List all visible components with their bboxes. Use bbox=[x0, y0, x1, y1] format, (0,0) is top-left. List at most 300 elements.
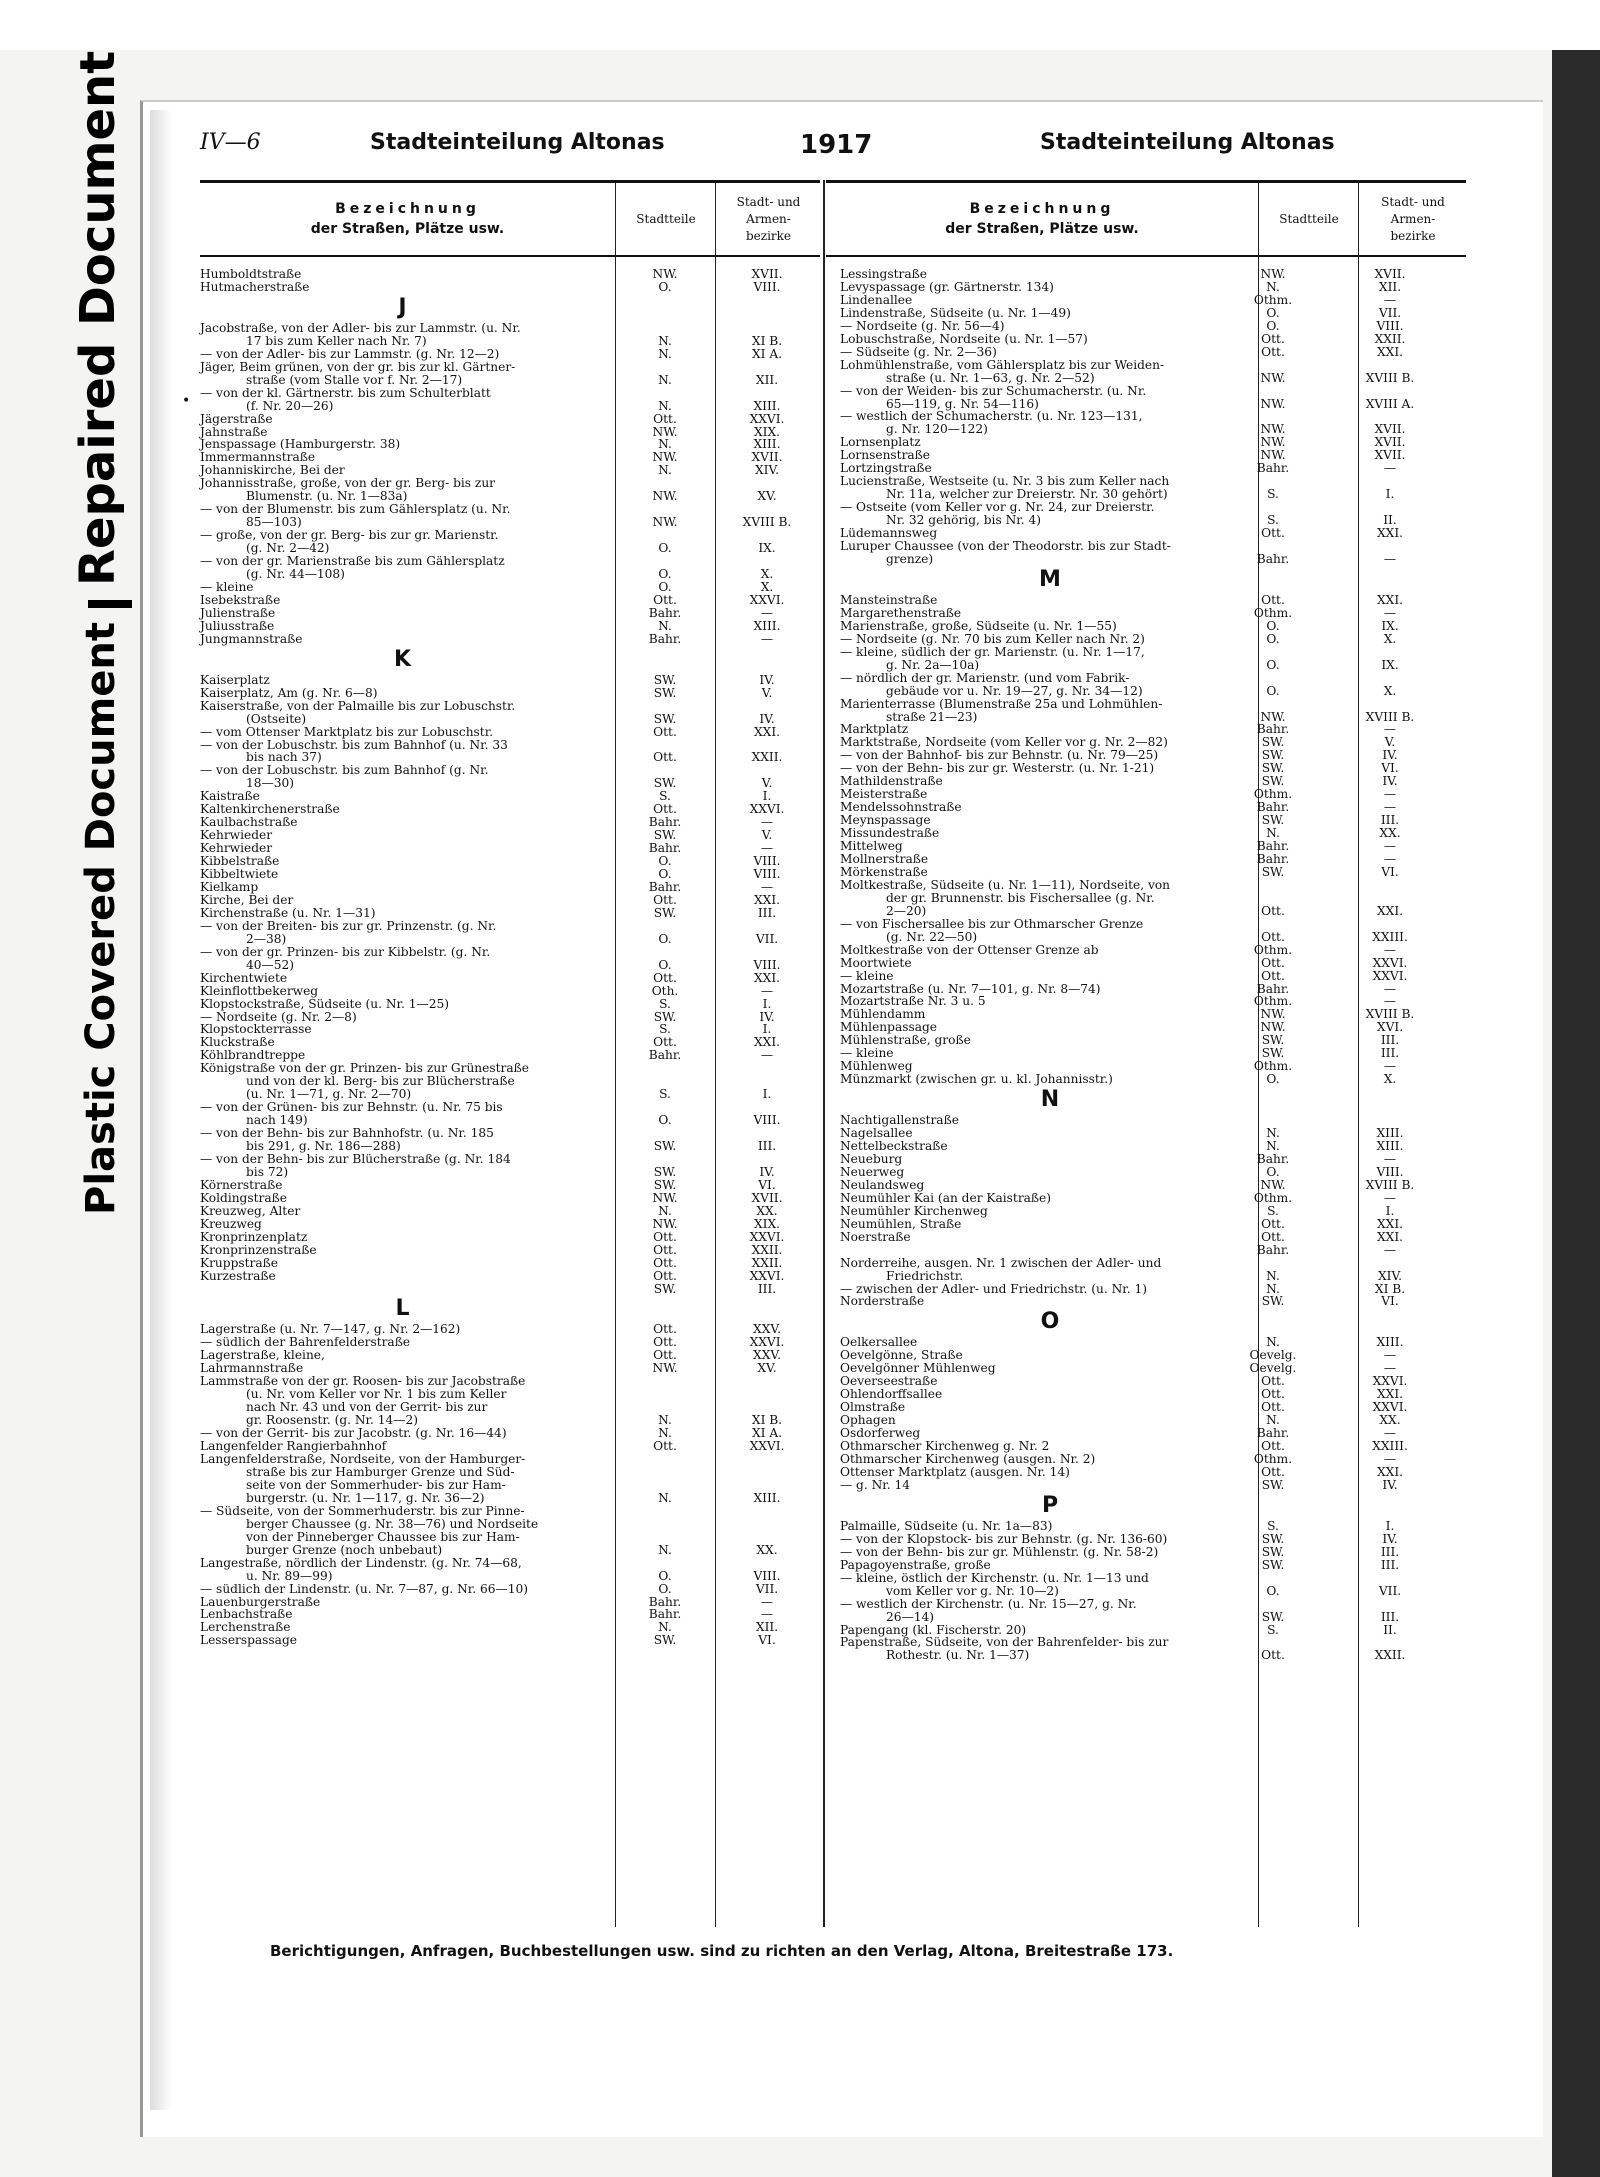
street-name: Jacobstraße, von der Adler- bis zur Lammstr. (u. Nr. bbox=[200, 320, 521, 335]
stadtteil-value: Ott. bbox=[653, 750, 677, 765]
street-name: — von der Lobuschstr. bis zum Bahnhof (g. Nr. bbox=[200, 763, 489, 778]
street-name-continued: 65—119, g. Nr. 54—116) bbox=[886, 396, 1039, 411]
armenbezirk-value: X. bbox=[1383, 1072, 1397, 1087]
street-name: Nagelsallee bbox=[840, 1126, 913, 1141]
street-name: — von Fischersallee bis zur Othmarscher Grenze bbox=[840, 916, 1144, 931]
stadtteil-value: O. bbox=[1266, 631, 1280, 646]
street-name: Oelkersallee bbox=[840, 1335, 918, 1350]
street-name: Marktstraße, Nordseite (vom Keller vor g. Nr. 2—82) bbox=[840, 735, 1168, 750]
stadtteil-value: N. bbox=[658, 463, 672, 478]
street-name-continued: 17 bis zum Keller nach Nr. 7) bbox=[246, 333, 427, 348]
armenbezirk-value: III. bbox=[1380, 1544, 1400, 1559]
armenbezirk-value: — bbox=[1383, 461, 1397, 476]
street-entry bbox=[840, 1636, 1460, 1662]
street-entry bbox=[840, 501, 1460, 527]
street-entry bbox=[200, 687, 818, 700]
stadtteil-value: NW. bbox=[652, 1190, 678, 1205]
street-name: Marktplatz bbox=[840, 722, 909, 737]
street-name: — von der Gerrit- bis zur Jacobstr. (g. Nr. 16—44) bbox=[200, 1426, 507, 1441]
street-name: Norderstraße bbox=[840, 1294, 925, 1309]
stadtteil-value: SW. bbox=[653, 828, 677, 843]
street-name: — von der Behn- bis zur Bahnhofstr. (u. Nr. 185 bbox=[200, 1126, 494, 1141]
armenbezirk-value: — bbox=[1383, 1059, 1397, 1074]
street-name: Lammstraße von der gr. Roosen- bis zur Jacobstraße bbox=[200, 1374, 526, 1389]
street-entry bbox=[200, 1205, 818, 1218]
street-entry bbox=[840, 1114, 1460, 1127]
street-name: — kleine, südlich der gr. Marienstr. (u. Nr. 1—17, bbox=[840, 644, 1145, 659]
column-header-name: Bezeichnung der Straßen, Plätze usw. bbox=[945, 201, 1139, 237]
street-name: Jägerstraße bbox=[200, 411, 273, 426]
stadtteil-value: O. bbox=[1266, 657, 1280, 672]
street-entry bbox=[200, 322, 818, 348]
street-name: Neuerweg bbox=[840, 1164, 905, 1179]
street-entry bbox=[200, 268, 818, 281]
street-name-continued: bis 72) bbox=[246, 1164, 289, 1179]
stadtteil-value: S. bbox=[1267, 1622, 1279, 1637]
armenbezirk-value: VI. bbox=[1381, 1294, 1399, 1309]
street-entry bbox=[840, 1546, 1460, 1559]
street-entry bbox=[200, 907, 818, 920]
armenbezirk-value: X. bbox=[1383, 631, 1397, 646]
street-name-continued: (g. Nr. 2—42) bbox=[246, 541, 330, 556]
street-entry bbox=[840, 346, 1460, 359]
street-name: Mühlenweg bbox=[840, 1059, 913, 1074]
street-entry bbox=[840, 307, 1460, 320]
stadtteil-value: Ott. bbox=[1261, 1648, 1285, 1663]
armenbezirk-value: — bbox=[1383, 292, 1397, 307]
armenbezirk-value: VIII. bbox=[753, 854, 781, 869]
stadtteil-value: SW. bbox=[653, 905, 677, 920]
armenbezirk-value: — bbox=[1383, 981, 1397, 996]
stadtteil-value: NW. bbox=[652, 489, 678, 504]
armenbezirk-value: XIII. bbox=[753, 618, 781, 633]
section-letter: P bbox=[1041, 1492, 1059, 1518]
street-name: Langenfelder Rangierbahnhof bbox=[200, 1439, 387, 1454]
armenbezirk-value: XII. bbox=[755, 372, 779, 387]
street-name: Lobuschstraße, Nordseite (u. Nr. 1—57) bbox=[840, 331, 1088, 346]
street-name: — große, von der gr. Berg- bis zur gr. Marienstr. bbox=[200, 528, 499, 543]
street-entry bbox=[200, 620, 818, 633]
column-header-armen: Stadt- und Armen- bezirke bbox=[1358, 183, 1467, 255]
stadtteil-value: S. bbox=[1267, 487, 1279, 502]
stadtteil-value: SW. bbox=[653, 1177, 677, 1192]
street-name: — Südseite, von der Sommerhuderstr. bis zur Pinne- bbox=[200, 1503, 525, 1518]
street-name: Norderreihe, ausgen. Nr. 1 zwischen der Adler- und bbox=[840, 1255, 1162, 1270]
column-header-left bbox=[200, 180, 820, 257]
armenbezirk-value: XXII. bbox=[1374, 1648, 1406, 1663]
street-entry bbox=[840, 1205, 1460, 1218]
street-entry bbox=[200, 477, 818, 503]
stadtteil-value: NW. bbox=[1260, 709, 1286, 724]
street-name: Isebekstraße bbox=[200, 592, 281, 607]
street-entry bbox=[200, 594, 818, 607]
stadtteil-value: Othm. bbox=[1253, 1059, 1293, 1074]
armenbezirk-value: X. bbox=[760, 567, 774, 582]
stadtteil-value: S. bbox=[659, 1022, 671, 1037]
stadtteil-value: Othm. bbox=[1253, 1452, 1293, 1467]
armenbezirk-value: — bbox=[1383, 1426, 1397, 1441]
stadtteil-value: Ott. bbox=[653, 970, 677, 985]
armenbezirk-value: XXI. bbox=[1376, 344, 1404, 359]
armenbezirk-value: III. bbox=[1380, 1609, 1400, 1624]
armenbezirk-value: IV. bbox=[1382, 748, 1398, 763]
street-name: Neumühler Kai (an der Kaistraße) bbox=[840, 1190, 1052, 1205]
stadtteil-value: Ott. bbox=[653, 1439, 677, 1454]
street-entry bbox=[200, 868, 818, 881]
street-name-continued: Rothestr. (u. Nr. 1—37) bbox=[886, 1648, 1030, 1663]
street-name: Jäger, Beim grünen, von der gr. bis zur kl. Gärtner- bbox=[200, 359, 516, 374]
street-entry bbox=[840, 1244, 1460, 1257]
armenbezirk-value: XVIII A. bbox=[1365, 396, 1415, 411]
street-entry bbox=[200, 1557, 818, 1583]
armenbezirk-value: — bbox=[1383, 1152, 1397, 1166]
street-name: Kreuzweg, Alter bbox=[200, 1203, 301, 1218]
street-name: — von der Adler- bis zur Lammstr. (g. Nr. 12—2) bbox=[200, 346, 500, 361]
stadtteil-value: Bahr. bbox=[1256, 851, 1290, 866]
armenbezirk-value: I. bbox=[762, 1022, 772, 1037]
stadtteil-value: NW. bbox=[652, 267, 678, 281]
armenbezirk-value: — bbox=[1383, 605, 1397, 620]
armenbezirk-value: XIX. bbox=[753, 1216, 781, 1231]
street-entry bbox=[200, 1062, 818, 1101]
street-entry bbox=[200, 674, 818, 687]
armenbezirk-value: XIV. bbox=[1377, 1268, 1403, 1283]
stadtteil-value: Ott. bbox=[1261, 1400, 1285, 1415]
stadtteil-value: N. bbox=[658, 346, 672, 361]
street-name-continued: (f. Nr. 20—26) bbox=[246, 398, 334, 413]
street-name: Luruper Chaussee (von der Theodorstr. bis zur Stadt- bbox=[840, 539, 1171, 554]
street-name-continued: (u. Nr. 1—71, g. Nr. 2—70) bbox=[246, 1087, 412, 1102]
stadtteil-value: Ott. bbox=[1261, 526, 1285, 541]
page-header bbox=[200, 130, 1460, 170]
stadtteil-value: SW. bbox=[1261, 864, 1285, 879]
street-entry bbox=[840, 1598, 1460, 1624]
stadtteil-value: O. bbox=[1266, 305, 1280, 320]
armenbezirk-value: VIII. bbox=[753, 957, 781, 972]
street-entry bbox=[200, 1192, 818, 1205]
street-name: Körnerstraße bbox=[200, 1177, 283, 1192]
stadtteil-value: Bahr. bbox=[648, 1048, 682, 1063]
street-name: Lindenallee bbox=[840, 292, 913, 307]
armenbezirk-value: XX. bbox=[1379, 826, 1401, 841]
street-name: Kronprinzenplatz bbox=[200, 1229, 308, 1244]
armenbezirk-value: XXII. bbox=[1374, 331, 1406, 346]
street-name-continued: bis nach 37) bbox=[246, 750, 322, 765]
stadtteil-value: N. bbox=[658, 618, 672, 633]
street-entry bbox=[840, 1283, 1460, 1296]
armenbezirk-value: — bbox=[760, 1048, 774, 1063]
street-name-continued: Nr. 11a, welcher zur Dreierstr. Nr. 30 gehört) bbox=[886, 487, 1168, 502]
armenbezirk-value: — bbox=[760, 605, 774, 620]
armenbezirk-value: X. bbox=[760, 579, 774, 594]
street-entry bbox=[840, 1414, 1460, 1427]
stadtteil-value: Bahr. bbox=[1256, 981, 1290, 996]
street-name-continued: gr. Roosenstr. (g. Nr. 14—2) bbox=[246, 1413, 418, 1428]
street-name-continued: nach 149) bbox=[246, 1113, 308, 1128]
armenbezirk-value: — bbox=[1383, 1361, 1397, 1376]
stadtteil-value: O. bbox=[658, 279, 672, 294]
stadtteil-value: NW. bbox=[1260, 435, 1286, 450]
street-entry bbox=[200, 633, 818, 646]
street-name: Othmarscher Kirchenweg (ausgen. Nr. 2) bbox=[840, 1452, 1096, 1467]
street-entry bbox=[200, 1023, 818, 1036]
street-entry bbox=[200, 894, 818, 907]
armenbezirk-value: XVIII B. bbox=[1365, 1007, 1415, 1022]
armenbezirk-value: XVII. bbox=[751, 1190, 783, 1205]
street-name-continued: 85—103) bbox=[246, 515, 302, 530]
street-name: Mansteinstraße bbox=[840, 592, 938, 607]
armenbezirk-value: IV. bbox=[759, 1009, 775, 1024]
street-name: — kleine bbox=[840, 1046, 894, 1061]
armenbezirk-value: — bbox=[1383, 800, 1397, 815]
armenbezirk-value: XXI. bbox=[753, 970, 781, 985]
street-name: — westlich der Schumacherstr. (u. Nr. 123—131, bbox=[840, 409, 1143, 424]
street-name: Moltkestraße, Südseite (u. Nr. 1—11), Nordseite, von bbox=[840, 877, 1171, 892]
stadtteil-value: Othm. bbox=[1253, 994, 1293, 1009]
armenbezirk-value: XVII. bbox=[751, 450, 783, 465]
street-name-continued: bis 291, g. Nr. 186—288) bbox=[246, 1139, 401, 1154]
armenbezirk-value: XXI. bbox=[1376, 592, 1404, 607]
armenbezirk-value: III. bbox=[1380, 1046, 1400, 1061]
street-entry bbox=[840, 1047, 1460, 1060]
stadtteil-value: Ott. bbox=[653, 1322, 677, 1337]
street-name: — von der gr. Prinzen- bis zur Kibbelstr. (g. Nr. bbox=[200, 944, 491, 959]
stadtteil-value: O. bbox=[658, 1113, 672, 1128]
stadtteil-value: Bahr. bbox=[1256, 1152, 1290, 1166]
armenbezirk-value: IV. bbox=[1382, 1477, 1398, 1492]
street-entry bbox=[840, 320, 1460, 333]
street-entry bbox=[200, 1257, 818, 1270]
street-name: Oevelgönne, Straße bbox=[840, 1348, 963, 1363]
street-name-continued: straße bis zur Hamburger Grenze und Süd- bbox=[246, 1464, 515, 1479]
stadtteil-value: Othm. bbox=[1253, 605, 1293, 620]
armenbezirk-value: XII. bbox=[755, 1620, 779, 1635]
armenbezirk-value: XXII. bbox=[751, 750, 783, 765]
armenbezirk-value: IV. bbox=[1382, 1531, 1398, 1546]
stadtteil-value: NW. bbox=[1260, 1007, 1286, 1022]
street-name: Lohmühlenstraße, vom Gählersplatz bis zur Weiden- bbox=[840, 357, 1165, 372]
street-entry bbox=[200, 1270, 818, 1283]
armenbezirk-value: I. bbox=[762, 1087, 772, 1102]
street-name: Hutmacherstraße bbox=[200, 279, 310, 294]
stadtteil-value: O. bbox=[658, 854, 672, 869]
street-name: Humboldtstraße bbox=[200, 267, 302, 281]
street-entry bbox=[840, 1179, 1460, 1192]
stadtteil-value: Bahr. bbox=[1256, 722, 1290, 737]
armenbezirk-value: XV. bbox=[757, 1361, 777, 1376]
armenbezirk-value: XIX. bbox=[753, 424, 781, 439]
stadtteil-value: Ott. bbox=[1261, 1464, 1285, 1479]
street-name: Oeverseestraße bbox=[840, 1374, 938, 1389]
street-entry bbox=[840, 633, 1460, 646]
stadtteil-value: Ott. bbox=[653, 1348, 677, 1363]
armenbezirk-value: — bbox=[1383, 851, 1397, 866]
armenbezirk-value: IX. bbox=[1381, 618, 1399, 633]
street-name: Kaulbachstraße bbox=[200, 815, 298, 830]
stadtteil-value: S. bbox=[659, 789, 671, 804]
street-entry bbox=[840, 594, 1460, 607]
armenbezirk-value: III. bbox=[1380, 813, 1400, 828]
street-entry bbox=[200, 764, 818, 790]
armenbezirk-value: XVII. bbox=[751, 267, 783, 281]
armenbezirk-value: XXVI. bbox=[1372, 955, 1408, 970]
armenbezirk-value: XI A. bbox=[751, 1426, 783, 1441]
section-letter: M bbox=[1039, 566, 1061, 592]
stadtteil-value: S. bbox=[1267, 1203, 1279, 1218]
street-entry bbox=[840, 1533, 1460, 1546]
stadtteil-value: NW. bbox=[1260, 370, 1286, 385]
street-name-continued: Nr. 32 gehörig, bis Nr. 4) bbox=[886, 513, 1041, 528]
stadtteil-value: N. bbox=[658, 1426, 672, 1441]
street-name-continued: seite von der Sommerhuder- bis zur Ham- bbox=[246, 1477, 506, 1492]
stadtteil-value: Bahr. bbox=[648, 631, 682, 646]
armenbezirk-value: — bbox=[760, 1607, 774, 1622]
stadtteil-value: N. bbox=[658, 1542, 672, 1557]
stadtteil-value: SW. bbox=[653, 711, 677, 726]
stadtteil-value: S. bbox=[1267, 513, 1279, 528]
street-entry bbox=[200, 1608, 818, 1621]
armenbezirk-value: — bbox=[1383, 551, 1397, 566]
street-name-continued: 40—52) bbox=[246, 957, 294, 972]
street-entry bbox=[840, 607, 1460, 620]
section-letter: O bbox=[1040, 1309, 1060, 1335]
street-name: Papagoyenstraße, große bbox=[840, 1557, 991, 1572]
street-entry bbox=[840, 1166, 1460, 1179]
street-entry bbox=[200, 855, 818, 868]
stadtteil-value: SW. bbox=[1261, 1544, 1285, 1559]
street-name: Levyspassage (gr. Gärtnerstr. 134) bbox=[840, 279, 1054, 294]
stadtteil-value: SW. bbox=[653, 1281, 677, 1296]
street-entry bbox=[840, 294, 1460, 307]
armenbezirk-value: III. bbox=[757, 1281, 777, 1296]
armenbezirk-value: XIII. bbox=[753, 437, 781, 452]
armenbezirk-value: XXVI. bbox=[1372, 1374, 1408, 1389]
street-name: Johanniskirche, Bei der bbox=[200, 463, 345, 478]
street-name: — vom Ottenser Marktplatz bis zur Lobuschstr. bbox=[200, 724, 494, 739]
street-name: Noerstraße bbox=[840, 1229, 911, 1244]
stadtteil-value: SW. bbox=[653, 685, 677, 700]
street-entry bbox=[840, 1192, 1460, 1205]
street-name: Missundestraße bbox=[840, 826, 940, 841]
armenbezirk-value: XXI. bbox=[1376, 526, 1404, 541]
header-title-left: Stadteinteilung Altonas bbox=[370, 130, 665, 155]
stadtteil-value: O. bbox=[1266, 1072, 1280, 1087]
street-name: Mörkenstraße bbox=[840, 864, 928, 879]
armenbezirk-value: VII. bbox=[1378, 305, 1402, 320]
street-name: Neulandsweg bbox=[840, 1177, 925, 1192]
street-name: Oevelgönner Mühlenweg bbox=[840, 1361, 996, 1376]
armenbezirk-value: IV. bbox=[759, 672, 775, 687]
stadtteil-value: Ott. bbox=[653, 1229, 677, 1244]
street-name-continued: 18—30) bbox=[246, 776, 294, 791]
armenbezirk-value: VIII. bbox=[753, 1113, 781, 1128]
stadtteil-value: Ott. bbox=[1261, 903, 1285, 918]
street-entry bbox=[200, 739, 818, 765]
stadtteil-value: N. bbox=[658, 1490, 672, 1505]
armenbezirk-value: — bbox=[760, 983, 774, 998]
stadtteil-value: NW. bbox=[1260, 1177, 1286, 1192]
street-name: Kaistraße bbox=[200, 789, 260, 804]
column-header-name: Bezeichnung der Straßen, Plätze usw. bbox=[310, 201, 505, 237]
stadtteil-value: SW. bbox=[1261, 1033, 1285, 1048]
street-entry bbox=[840, 1479, 1460, 1492]
scan-border-right bbox=[1552, 50, 1600, 2177]
stadtteil-value: Bahr. bbox=[1256, 1426, 1290, 1441]
street-name: Osdorferweg bbox=[840, 1426, 921, 1441]
street-name: — Ostseite (vom Keller vor g. Nr. 24, zur Dreierstr. bbox=[840, 500, 1155, 515]
street-name: Johannisstraße, große, von der gr. Berg- bis zur bbox=[200, 476, 496, 491]
street-entry bbox=[840, 281, 1460, 294]
street-name: Moltkestraße von der Ottenser Grenze ab bbox=[840, 942, 1099, 957]
stadtteil-value: Bahr. bbox=[648, 605, 682, 620]
street-name-continued: grenze) bbox=[886, 551, 934, 566]
street-entry bbox=[200, 1634, 818, 1647]
armenbezirk-value: XVII. bbox=[1374, 448, 1406, 463]
stadtteil-value: N. bbox=[1266, 1126, 1280, 1141]
section-letter: J bbox=[398, 294, 407, 320]
street-name: Kirchentwiete bbox=[200, 970, 288, 985]
street-entry bbox=[200, 726, 818, 739]
armenbezirk-value: XXVI. bbox=[749, 592, 785, 607]
armenbezirk-value: — bbox=[760, 841, 774, 856]
street-name: Immermannstraße bbox=[200, 450, 316, 465]
armenbezirk-value: I. bbox=[1385, 1203, 1395, 1218]
armenbezirk-value: VIII. bbox=[1376, 318, 1404, 333]
header-title-right: Stadteinteilung Altonas bbox=[1040, 130, 1335, 155]
stadtteil-value: SW. bbox=[1261, 813, 1285, 828]
armenbezirk-value: — bbox=[760, 1594, 774, 1609]
right-column bbox=[840, 268, 1460, 1662]
street-name: Moortwiete bbox=[840, 955, 912, 970]
street-name: Kruppstraße bbox=[200, 1255, 278, 1270]
street-name: Juliusstraße bbox=[200, 618, 275, 633]
street-entry bbox=[840, 918, 1460, 944]
street-name: — von der Bahnhof- bis zur Behnstr. (u. Nr. 79—25) bbox=[840, 748, 1159, 763]
armenbezirk-value: — bbox=[1383, 839, 1397, 854]
street-name: Kreuzweg bbox=[200, 1216, 262, 1231]
street-name: Margarethenstraße bbox=[840, 605, 962, 620]
armenbezirk-value: XVIII B. bbox=[742, 515, 792, 530]
street-name: — von der Weiden- bis zur Schumacherstr. (u. Nr. bbox=[840, 383, 1147, 398]
stadtteil-value: Othm. bbox=[1253, 942, 1293, 957]
street-name: — zwischen der Adler- und Friedrichstr. (u. Nr. 1) bbox=[840, 1281, 1148, 1296]
armenbezirk-value: XIII. bbox=[1376, 1139, 1404, 1154]
armenbezirk-value: — bbox=[1383, 787, 1397, 802]
street-name: Klopstockterrasse bbox=[200, 1022, 312, 1037]
street-name: — Nordseite (g. Nr. 56—4) bbox=[840, 318, 1005, 333]
stadtteil-value: N. bbox=[1266, 826, 1280, 841]
stadtteil-value: SW. bbox=[1261, 761, 1285, 776]
armenbezirk-value: XXI. bbox=[1376, 1387, 1404, 1402]
street-entry bbox=[200, 972, 818, 985]
street-name: Palmaille, Südseite (u. Nr. 1a—83) bbox=[840, 1518, 1053, 1533]
street-entry bbox=[200, 1231, 818, 1244]
stadtteil-value: Bahr. bbox=[648, 1594, 682, 1609]
armenbezirk-value: XVIII B. bbox=[1365, 370, 1415, 385]
stadtteil-value: SW. bbox=[653, 1164, 677, 1179]
street-name: Münzmarkt (zwischen gr. u. kl. Johannisstr.) bbox=[840, 1072, 1113, 1087]
street-name: Kronprinzenstraße bbox=[200, 1242, 317, 1257]
column-header-right bbox=[826, 180, 1466, 257]
street-name: Meisterstraße bbox=[840, 787, 928, 802]
street-name: Ohlendorffsallee bbox=[840, 1387, 943, 1402]
street-name: — g. Nr. 14 bbox=[840, 1477, 911, 1492]
street-name: — Nordseite (g. Nr. 2—8) bbox=[200, 1009, 357, 1024]
street-entry bbox=[200, 281, 818, 294]
street-name: — von der Breiten- bis zur gr. Prinzenstr. (g. Nr. bbox=[200, 918, 497, 933]
street-entry bbox=[840, 1231, 1460, 1244]
armenbezirk-value: XXI. bbox=[1376, 1216, 1404, 1231]
